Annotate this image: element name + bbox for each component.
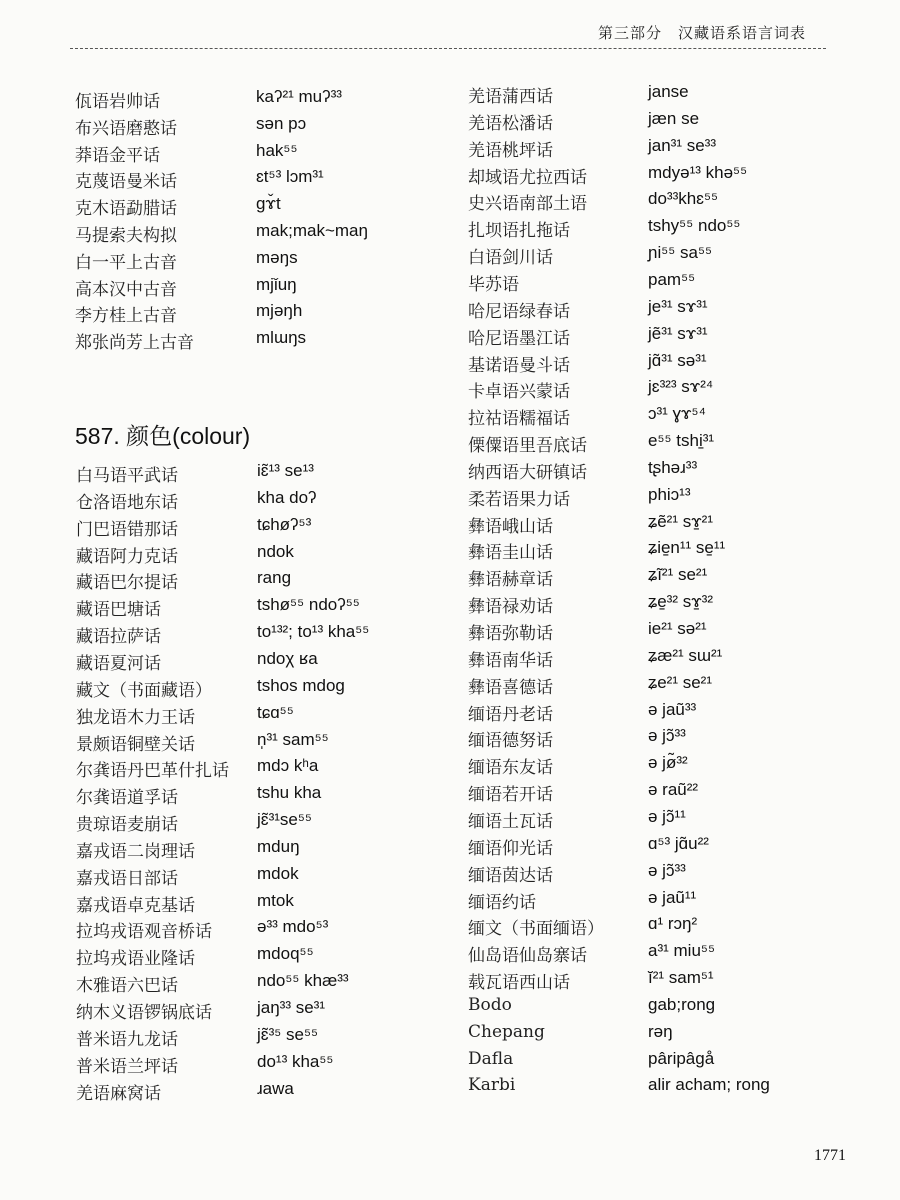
language-name: 莽语金平话 [75, 145, 160, 166]
word-form: mlɯŋs [256, 328, 307, 348]
language-name: 嘉戎语二岗理话 [76, 841, 195, 862]
word-form: ie²¹ sə²¹ [648, 619, 707, 638]
word-form: phiɔ¹³ [648, 484, 691, 504]
word-form: ɲi⁵⁵ sa⁵⁵ [648, 243, 713, 263]
word-form: ɑ¹ rɔŋ² [648, 914, 698, 934]
entry-row [76, 971, 349, 997]
word-form: je³¹ sɤ³¹ [648, 296, 708, 316]
word-form: jɛ̃³¹se⁵⁵ [257, 810, 312, 830]
language-name: 仓洛语地东话 [76, 492, 178, 513]
header-rule [70, 48, 826, 49]
language-name: 缅语若开话 [468, 785, 553, 806]
word-form: tshu kha [257, 783, 322, 803]
word-form: tshos mdog [257, 675, 345, 695]
word-form: a³¹ miu⁵⁵ [648, 941, 715, 961]
entry-row [468, 108, 700, 135]
entry-row [468, 941, 715, 967]
entry-row [468, 216, 741, 242]
language-name: Karbi [468, 1075, 516, 1096]
entry-row [468, 484, 691, 511]
language-name: 藏语阿力克话 [76, 546, 178, 567]
language-name: 彝语圭山话 [468, 543, 553, 564]
word-form: ɛt⁵³ lɔm³¹ [256, 167, 324, 187]
language-name: 藏文（书面藏语） [76, 680, 212, 701]
language-name: 高本汉中古音 [75, 279, 177, 300]
word-form: ə jø̃³² [648, 753, 688, 773]
word-form: ĭ²¹ sam⁵¹ [648, 968, 714, 988]
entry-row [76, 998, 326, 1024]
entry-row [75, 113, 307, 140]
word-form: tɕɑ⁵⁵ [257, 702, 294, 722]
language-name: 藏语巴尔提话 [76, 573, 178, 594]
entry-row [76, 1078, 294, 1105]
word-form: hak⁵⁵ [256, 140, 298, 160]
entry-row [468, 431, 715, 457]
language-name: 傈僳语里吾底话 [468, 436, 587, 457]
entry-row [76, 756, 319, 782]
entry-row [468, 189, 719, 215]
entry-row [468, 296, 708, 323]
word-form: ʑe²¹ se²¹ [648, 672, 712, 692]
language-name: 载瓦语西山话 [468, 973, 570, 994]
language-name: 李方桂上古音 [75, 306, 177, 327]
word-form: jan³¹ se³³ [648, 135, 717, 155]
word-form: ʑẽ²¹ sɤ̠²¹ [648, 511, 714, 531]
entry-row [468, 82, 689, 108]
language-name: Chepang [468, 1021, 545, 1042]
language-name: 白语剑川话 [468, 248, 553, 269]
word-form: tshy⁵⁵ ndo⁵⁵ [648, 216, 741, 236]
entry-row [75, 87, 342, 113]
language-name: 缅文（书面缅语） [468, 919, 604, 940]
word-form: ə³³ mdo⁵³ [257, 917, 329, 937]
word-form: tshø⁵⁵ ndoʔ⁵⁵ [257, 595, 360, 615]
language-name: 毕苏语 [468, 274, 519, 295]
word-form: pâripâgå [648, 1048, 715, 1068]
word-form: alir acham; rong [648, 1075, 770, 1095]
language-name: 缅语东友话 [468, 758, 553, 779]
language-name: 缅语仰光话 [468, 838, 553, 859]
language-name: 普米语九龙话 [76, 1029, 178, 1050]
word-form: ʑe̠³² sɤ̠³² [648, 592, 714, 612]
language-name: 羌语麻窝话 [76, 1083, 161, 1104]
entry-row [468, 672, 712, 699]
word-form: do¹³ kha⁵⁵ [257, 1051, 334, 1071]
entry-row [468, 914, 698, 940]
entry-row [468, 699, 697, 726]
entry-row [76, 1051, 334, 1078]
language-name: 门巴语错那话 [76, 519, 178, 540]
language-name: 拉坞戎语业隆话 [76, 949, 195, 970]
entry-row [468, 619, 707, 645]
entry-row [76, 783, 322, 809]
entry-row [468, 377, 714, 403]
language-name: 布兴语磨憨话 [75, 118, 177, 139]
entry-row [468, 1048, 715, 1075]
language-name: 白一平上古音 [75, 252, 177, 273]
word-form: mduŋ [257, 836, 300, 856]
word-form: jaŋ³³ se³¹ [257, 998, 326, 1017]
language-name: 彝语赫章话 [468, 570, 553, 591]
language-name: 景颇语铜壁关话 [76, 734, 195, 755]
word-form: ɹawa [257, 1078, 294, 1098]
language-name: 藏语拉萨话 [76, 627, 161, 648]
word-form: e⁵⁵ tshi̠³¹ [648, 431, 715, 451]
entry-row [468, 269, 696, 296]
word-form: ndo⁵⁵ khæ³³ [257, 971, 349, 991]
entry-row [75, 274, 297, 301]
entry-row [76, 541, 294, 568]
language-name: 彝语峨山话 [468, 516, 553, 537]
language-name: 白马语平武话 [76, 466, 178, 486]
entry-row [468, 1021, 673, 1048]
word-form: do³³khɛ⁵⁵ [648, 189, 719, 209]
language-name: 贵琼语麦崩话 [76, 815, 178, 836]
word-form: mjǐuŋ [256, 274, 297, 294]
word-form: pam⁵⁵ [648, 269, 696, 289]
language-name: 基诺语曼斗话 [468, 355, 570, 376]
word-form: mtok [257, 890, 294, 910]
entry-row [76, 944, 314, 970]
language-name: 彝语南华话 [468, 650, 553, 671]
page-number: 1771 [814, 1147, 846, 1164]
entry-row [76, 702, 294, 729]
word-form: mak;mak~maŋ [256, 221, 368, 240]
language-name: 哈尼语墨江话 [468, 328, 570, 349]
entry-row [468, 780, 699, 806]
entry-row [468, 565, 708, 591]
language-name: 嘉戎语卓克基话 [76, 895, 195, 916]
language-name: 仙岛语仙岛寨话 [468, 946, 587, 967]
entry-row [75, 140, 298, 167]
entry-row [468, 350, 707, 377]
entry-row [468, 645, 723, 672]
entry-row [76, 595, 360, 621]
language-name: 尔龚语道孚话 [76, 788, 178, 809]
entry-row [76, 648, 318, 675]
entry-row [76, 810, 312, 836]
word-form: ɑ⁵³ jɑ̃u²² [648, 833, 709, 853]
word-form: jẽ³¹ sɤ³¹ [648, 323, 708, 343]
word-form: kaʔ²¹ muʔ³³ [256, 87, 342, 106]
entry-row [75, 301, 303, 327]
word-form: ndok [257, 541, 294, 561]
entry-row [468, 726, 686, 752]
language-name: 卡卓语兴蒙话 [468, 382, 570, 403]
language-name: 却域语尤拉西话 [468, 167, 587, 188]
entry-row [468, 457, 698, 484]
language-name: 拉坞戎语观音桥话 [76, 922, 212, 943]
word-form: jɛ³²³ sɤ²⁴ [648, 377, 714, 397]
entry-row [468, 404, 706, 430]
section-title: 587. 颜色(colour) [75, 423, 251, 449]
entry-row [468, 860, 686, 887]
entry-row [468, 1075, 770, 1101]
word-form: mdoq⁵⁵ [257, 944, 314, 964]
language-name: 普米语兰坪话 [76, 1056, 178, 1077]
language-name: 马提索夫构拟 [75, 226, 177, 246]
entry-row [468, 323, 708, 350]
word-form: gab;rong [648, 994, 716, 1014]
entry-row [468, 833, 709, 860]
word-form: tɕhøʔ⁵³ [257, 514, 312, 534]
language-name: Bodo [468, 994, 512, 1015]
entry-row [75, 221, 368, 247]
word-form: mdɔ kʰa [257, 756, 319, 776]
language-name: 独龙语木力王话 [76, 707, 195, 728]
word-form: iɛ̃¹³ se¹³ [257, 461, 314, 480]
entry-row [468, 135, 717, 162]
entry-row [76, 568, 292, 594]
language-name: 羌语蒲西话 [468, 87, 553, 107]
entry-row [76, 1024, 319, 1051]
word-form: rang [257, 568, 292, 588]
entry-row [76, 514, 312, 541]
word-form: ə jɔ̃¹¹ [648, 806, 686, 826]
word-form: ndoχ ʁa [257, 648, 318, 668]
language-name: 缅语德努话 [468, 731, 553, 752]
language-name: 尔龚语丹巴革什扎话 [76, 761, 229, 782]
entry-row [468, 592, 714, 618]
language-name: 缅语茵达话 [468, 865, 553, 886]
language-name: 柔若语果力话 [468, 489, 570, 510]
language-name: 缅语丹老话 [468, 704, 553, 725]
word-form: ʑie̠n¹¹ se̠¹¹ [648, 538, 726, 558]
language-name: 彝语禄劝话 [468, 597, 553, 618]
word-form: janse [648, 82, 689, 101]
word-form: tʂhəɹ³³ [648, 457, 698, 477]
entry-row [76, 675, 345, 702]
language-name: 羌语松潘话 [468, 113, 553, 134]
word-form: mdyə¹³ khə⁵⁵ [648, 162, 748, 182]
entry-row [76, 622, 370, 648]
word-form: mdok [257, 863, 299, 883]
word-form: ɔ³¹ ɣɤ⁵⁴ [648, 404, 706, 424]
entry-row [75, 247, 298, 274]
word-form: ə jaũ¹¹ [648, 887, 697, 907]
entry-row [468, 753, 688, 779]
entry-row [76, 461, 314, 487]
language-name: 木雅语六巴话 [76, 976, 178, 997]
entry-row [468, 887, 697, 914]
entry-row [75, 167, 324, 193]
language-name: 克木语勐腊话 [75, 199, 177, 220]
language-name: 佤语岩帅话 [75, 92, 160, 112]
language-name: 哈尼语绿春话 [468, 301, 570, 322]
entry-row [468, 538, 726, 564]
language-name: Dafla [468, 1048, 514, 1069]
word-form: ə jɔ̃³³ [648, 860, 686, 880]
entry-row [76, 890, 294, 917]
entry-row [76, 917, 329, 943]
entry-row [468, 806, 686, 833]
word-form: mjəŋh [256, 301, 303, 321]
entry-row [75, 194, 281, 220]
language-name: 藏语夏河话 [76, 653, 161, 674]
entry-row [468, 162, 748, 189]
entry-row [76, 729, 329, 756]
word-form: jɛ̃³⁵ se⁵⁵ [257, 1024, 319, 1044]
language-name: 史兴语南部土语 [468, 194, 587, 215]
header-title: 第三部分 汉藏语系语言词表 [597, 24, 806, 42]
word-form: jæn se [648, 108, 700, 128]
language-name: 纳西语大研镇话 [468, 462, 587, 483]
language-name: 郑张尚芳上古音 [75, 333, 194, 354]
word-form: to¹³²; to¹³ kha⁵⁵ [257, 622, 370, 642]
word-form: ə raũ²² [648, 780, 699, 800]
language-name: 纳木义语锣锅底话 [76, 1003, 212, 1023]
word-form: jɑ̃³¹ sə³¹ [648, 350, 707, 370]
word-form: sən pɔ [256, 113, 307, 133]
entry-row [75, 328, 307, 354]
language-name: 羌语桃坪话 [468, 140, 553, 161]
entry-row [76, 836, 300, 863]
language-name: 缅语土瓦话 [468, 811, 553, 832]
language-name: 拉祜语糯福话 [468, 409, 570, 430]
entry-row [468, 994, 716, 1021]
language-name: 藏语巴塘话 [76, 600, 161, 621]
word-form: kha doʔ [257, 487, 317, 507]
entry-row [468, 968, 714, 994]
language-name: 克蔑语曼米话 [75, 172, 177, 193]
word-form: ə jɔ̃³³ [648, 726, 686, 746]
word-form: məŋs [256, 247, 298, 267]
word-form: ə jaũ³³ [648, 699, 697, 719]
language-name: 扎坝语扎拖话 [468, 221, 570, 242]
word-form: rəŋ [648, 1021, 673, 1041]
language-name: 彝语弥勒话 [468, 624, 553, 644]
language-name: 缅语约话 [468, 892, 536, 913]
entry-row [468, 243, 713, 269]
entry-row [76, 487, 317, 514]
entry-row [76, 863, 299, 890]
entry-row [468, 511, 714, 538]
language-name: 彝语喜德话 [468, 677, 553, 698]
word-form: n̩³¹ sam⁵⁵ [257, 729, 329, 749]
language-name: 嘉戎语日部话 [76, 868, 178, 889]
word-form: gɤ̌t [256, 194, 281, 214]
word-form: ʑĩ²¹ se²¹ [648, 565, 708, 585]
word-form: ʑæ²¹ sɯ²¹ [648, 645, 723, 665]
